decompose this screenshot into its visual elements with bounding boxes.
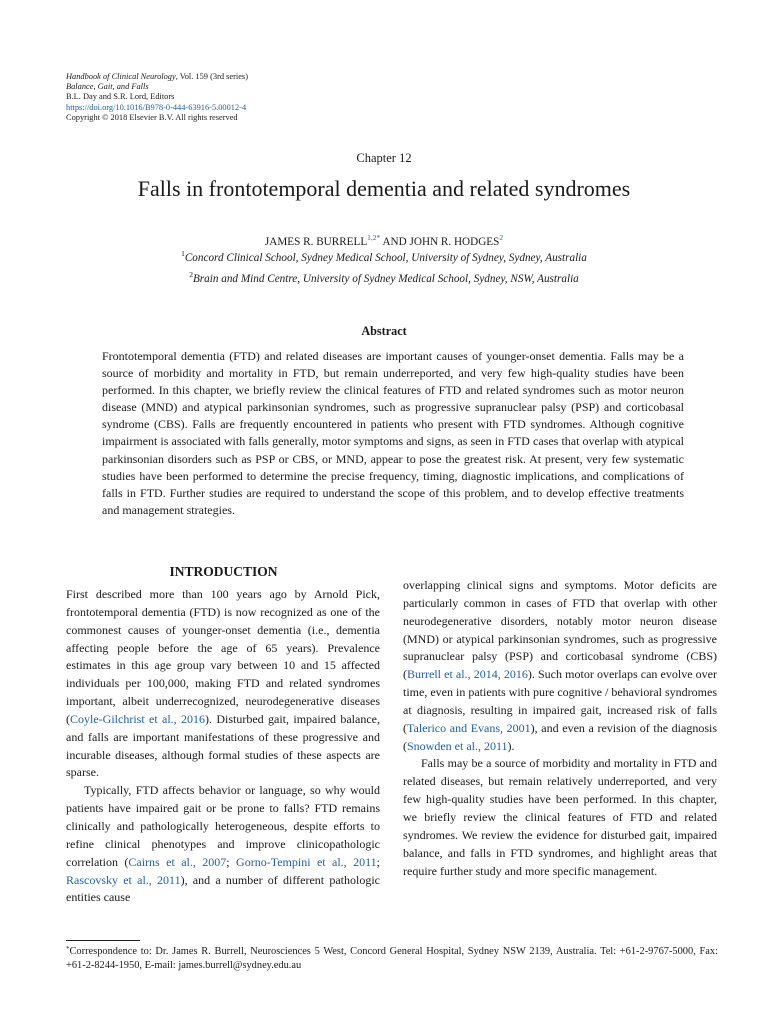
header-volume: , Vol. 159 (3rd series) bbox=[175, 72, 248, 81]
citation-burrell[interactable]: Burrell et al., 2014, 2016 bbox=[407, 667, 528, 682]
abstract-heading: Abstract bbox=[361, 324, 407, 338]
left-column bbox=[66, 586, 380, 907]
affiliation-1-number: 1 bbox=[181, 249, 185, 258]
affiliation-2-number: 2 bbox=[189, 270, 193, 279]
affiliation-1-text: Concord Clinical School, Sydney Medical School, University of Sydney, Sydney, Australia bbox=[184, 252, 587, 264]
header-editors: B.L. Day and S.R. Lord, Editors bbox=[66, 92, 175, 102]
author-burrell-affiliation-sup[interactable]: 1,2* bbox=[367, 233, 381, 242]
intro-paragraph-1 bbox=[66, 586, 380, 782]
header-series-line bbox=[66, 72, 248, 82]
intro-p2-text-b: ), and a number of different pathologic entities cause bbox=[66, 872, 381, 905]
citation-coyle-gilchrist[interactable]: Coyle-Gilchrist et al., 2016 bbox=[70, 711, 206, 726]
affiliation-2 bbox=[0, 270, 768, 285]
chapter-title: Falls in frontotemporal dementia and related syndromes bbox=[137, 176, 631, 201]
author-hodges: JOHN R. HODGES bbox=[409, 236, 500, 248]
citation-gorno-tempini[interactable]: Gorno-Tempini et al., 2011 bbox=[236, 854, 377, 869]
author-hodges-affiliation-sup[interactable]: 2 bbox=[499, 233, 504, 242]
author-separator: AND bbox=[380, 236, 410, 248]
chapter-number: Chapter 12 bbox=[356, 151, 412, 165]
citation-snowden[interactable]: Snowden et al., 2011 bbox=[407, 738, 508, 753]
intro-p2-text-d: ). Such motor overlaps can evolve over time, even in patients with pure cognitive / behavioral syndromes at diagnosis, resulting in impaired gait, increased risk of falls ( bbox=[403, 667, 717, 735]
intro-paragraph-2-continued bbox=[403, 577, 717, 755]
footnote-text: Correspondence to: Dr. James R. Burrell, Neurosciences 5 West, Concord General Hospital, Sydney NSW 2139, Australia. Tel: +61-2-9767-5000, Fax: +61-2-8244-1950, E-mail: james.burrell@sydney.edu.au bbox=[66, 946, 718, 971]
citation-cairns[interactable]: Cairns et al., 2007 bbox=[128, 854, 227, 869]
intro-p2-text-a: Typically, FTD affects behavior or language, so why would patients have impaired gait or be prone to falls? FTD remains clinically and pathologically heterogeneous, despite efforts to refine clinical phenotypes and improve clinicopathologic correlation ( bbox=[66, 783, 380, 869]
correspondence-footnote bbox=[66, 945, 718, 973]
intro-paragraph-2 bbox=[66, 782, 380, 907]
intro-p2-text-c: overlapping clinical signs and symptoms. Motor deficits are particularly common in cases of FTD that overlap with other neurodegenerative disorders, notably motor neuron disease (MND) or atypical parkinsonian syndromes, such as progressive supranuclear palsy (PSP) and corticobasal syndrome (CBS) ( bbox=[403, 578, 717, 682]
author-line bbox=[0, 233, 768, 248]
header-journal: Handbook of Clinical Neurology bbox=[66, 72, 176, 81]
author-burrell: JAMES R. BURRELL bbox=[264, 236, 368, 248]
introduction-heading: INTRODUCTION bbox=[169, 564, 278, 579]
intro-p2-text-e: ), and even a revision of the diagnosis ( bbox=[403, 720, 717, 753]
intro-p1-text-b: ). Disturbed gait, impaired balance, and falls are important manifestations of these progressive and incurable diseases, although formal studies of these aspects are sparse. bbox=[66, 711, 380, 780]
citation-separator: ; bbox=[376, 854, 380, 869]
affiliation-1 bbox=[0, 249, 768, 264]
right-column bbox=[403, 577, 717, 880]
header-copyright: Copyright © 2018 Elsevier B.V. All rights reserved bbox=[66, 112, 238, 122]
citation-talerico-evans[interactable]: Talerico and Evans, 2001 bbox=[407, 720, 531, 735]
header-book-title: Balance, Gait, and Falls bbox=[66, 82, 149, 92]
header-doi-link[interactable]: https://doi.org/10.1016/B978-0-444-63916-5.00012-4 bbox=[66, 102, 247, 112]
book-header bbox=[66, 72, 248, 123]
intro-p2-text-f: ). bbox=[507, 738, 515, 753]
footnote-divider bbox=[66, 940, 140, 941]
citation-separator: ; bbox=[226, 854, 237, 869]
footnote-marker: * bbox=[66, 945, 70, 953]
affiliation-2-text: Brain and Mind Centre, University of Sydney Medical School, Sydney, NSW, Australia bbox=[192, 273, 579, 285]
citation-rascovsky[interactable]: Rascovsky et al., 2011 bbox=[66, 872, 181, 887]
intro-paragraph-3: Falls may be a source of morbidity and mortality in FTD and related diseases, but remain relatively underreported, and very few high-quality studies have been performed. In this chapter, we briefly review the clinical features of FTD and related syndromes. We review the evidence for disturbed gait, impaired balance, and falls in FTD syndromes, and highlight areas that require further study and more specific management. bbox=[403, 756, 717, 878]
abstract-body: Frontotemporal dementia (FTD) and related diseases are important causes of younger-onset dementia. Falls may be a source of morbidity and mortality in FTD, but remain underreported, and very few high-quality studies have been performed. In this chapter, we briefly review the clinical features of FTD and related syndromes such as motor neuron disease (MND) and atypical parkinsonian syndromes, such as progressive supranuclear palsy (PSP) and corticobasal syndrome (CBS). Falls are frequently encountered in patients who present with FTD syndromes. Although cognitive impairment is associated with falls generally, motor symptoms and signs, as seen in FTD cases that overlap with atypical parkinsonian disorders such as PSP or CBS, or MND, appear to pose the greatest risk. At present, very few systematic studies have been performed to determine the precise frequency, timing, diagnostic implications, and complications of falls in FTD. Further studies are required to understand the scope of this problem, and to develop effective treatments and management strategies. bbox=[102, 349, 684, 517]
intro-p1-text-a: First described more than 100 years ago by Arnold Pick, frontotemporal dementia (FTD) is now recognized as one of the commonest causes of younger-onset dementia (i.e., dementia affecting people before the age of 65 years). Prevalence estimates in this age group vary between 10 and 15 affected individuals per 100,000, making FTD and related syndromes important, albeit underrecognized, neurodegenerative diseases ( bbox=[66, 587, 380, 726]
